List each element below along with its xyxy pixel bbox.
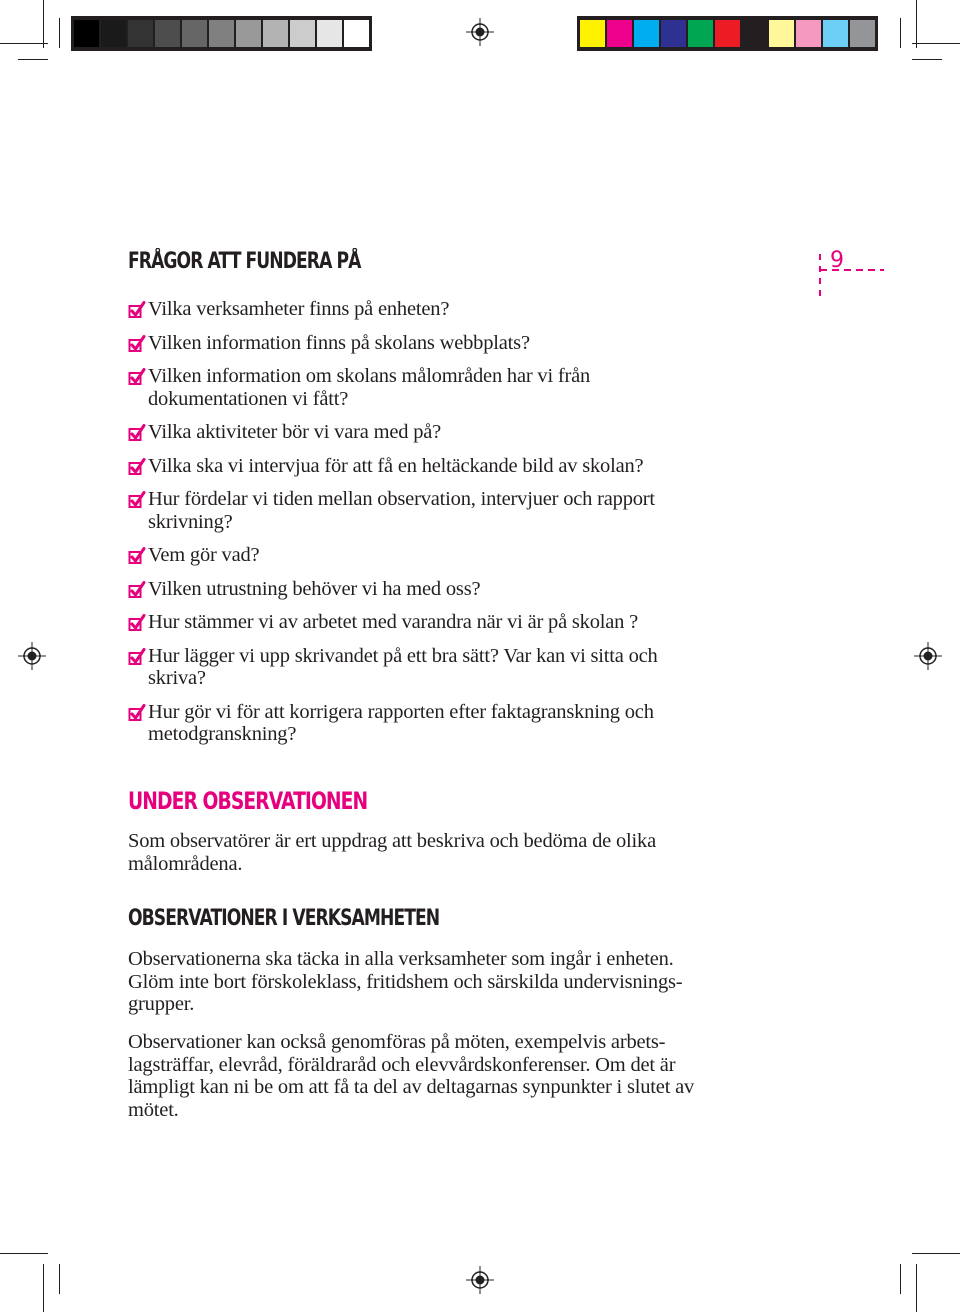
text-line: Vilka aktiviteter bör vi vara med på? — [148, 421, 442, 443]
text-line: Vilka ska vi intervjua för att få en heltäckande bild av skolan? — [148, 454, 644, 477]
question-item — [128, 421, 768, 444]
question-item — [128, 332, 768, 355]
color-swatch — [796, 20, 821, 47]
section-heading: FRÅGOR ATT FUNDERA PÅ — [128, 249, 361, 274]
text-line: målområdena. — [128, 852, 243, 875]
text-line: Vilken information om skolans målområden har vi från — [148, 365, 591, 387]
page-number-corner — [816, 250, 886, 300]
question-item — [128, 645, 768, 690]
text-line: Hur lägger vi upp skrivandet på ett bra sätt? Var kan vi sitta och — [148, 644, 658, 667]
question-text — [148, 611, 638, 633]
text-line: Vilken utrustning behöver vi ha med oss? — [148, 577, 481, 600]
checkmark-icon — [128, 458, 146, 476]
crop-mark — [900, 18, 901, 48]
text-line: Vilken information finns på skolans webbplats? — [148, 331, 530, 354]
crop-mark — [912, 1253, 960, 1254]
registration-mark-icon — [18, 642, 46, 670]
checkmark-icon — [128, 491, 146, 509]
checkmark-icon — [128, 704, 146, 722]
gray-swatch — [101, 20, 126, 47]
checkmark-icon — [128, 424, 146, 442]
gray-swatch — [155, 20, 180, 47]
gray-swatch — [236, 20, 261, 47]
crop-mark — [912, 59, 942, 60]
text-line: Vem gör vad? — [148, 544, 260, 566]
text-line: mötet. — [128, 1098, 179, 1121]
gray-swatch — [182, 20, 207, 47]
question-text — [148, 332, 530, 354]
page-number: 9 — [830, 248, 844, 273]
text-line: lagsträffar, elevråd, föräldraråd och elevvårdskonferenser. Om det är — [128, 1053, 676, 1076]
text-line: metodgranskning? — [148, 723, 297, 745]
text-line: Som observatörer är ert uppdrag att beskriva och bedöma de olika — [128, 830, 656, 852]
gray-swatch — [317, 20, 342, 47]
gray-swatch — [128, 20, 153, 47]
crop-mark — [43, 1264, 44, 1312]
question-text — [148, 544, 259, 566]
question-text — [148, 455, 643, 477]
question-item — [128, 611, 768, 634]
text-line: skriva? — [148, 667, 206, 689]
checkmark-icon — [128, 301, 146, 319]
process-color-bar — [577, 16, 878, 51]
crop-mark — [916, 0, 917, 48]
question-text — [148, 421, 441, 443]
crop-mark — [0, 43, 48, 44]
color-swatch — [688, 20, 713, 47]
gray-swatch — [209, 20, 234, 47]
paragraph — [128, 830, 768, 875]
color-swatch — [715, 20, 740, 47]
section-heading-accent: UNDER OBSERVATIONEN — [128, 787, 368, 815]
question-item — [128, 455, 768, 478]
crop-mark — [59, 18, 60, 48]
crop-mark — [916, 1264, 917, 1312]
crop-mark — [0, 1253, 48, 1254]
crop-mark — [18, 59, 48, 60]
color-swatch — [661, 20, 686, 47]
color-swatch — [850, 20, 875, 47]
question-text — [148, 298, 449, 320]
checkmark-icon — [128, 581, 146, 599]
text-line: skrivning? — [148, 510, 233, 533]
question-text — [148, 488, 655, 533]
gray-swatch — [263, 20, 288, 47]
color-swatch — [742, 20, 767, 47]
text-line: Observationerna ska täcka in alla verksamheter som ingår i enheten. — [128, 948, 674, 970]
question-text — [148, 645, 658, 690]
question-text — [148, 365, 590, 410]
gray-swatch — [344, 20, 369, 47]
registration-mark-icon — [914, 642, 942, 670]
crop-mark — [59, 1264, 60, 1294]
crop-mark — [912, 43, 960, 44]
gray-swatch — [290, 20, 315, 47]
text-line: grupper. — [128, 993, 195, 1015]
color-swatch — [634, 20, 659, 47]
question-item — [128, 488, 768, 533]
gray-swatch — [74, 20, 99, 47]
text-line: Observationer kan också genomföras på möten, exempelvis arbets- — [128, 1031, 666, 1053]
question-text — [148, 701, 654, 746]
paragraph — [128, 948, 768, 1016]
color-swatch — [607, 20, 632, 47]
question-item — [128, 365, 768, 410]
registration-mark-icon — [466, 18, 494, 46]
color-swatch — [823, 20, 848, 47]
checkmark-icon — [128, 614, 146, 632]
paragraph — [128, 1031, 768, 1121]
question-item — [128, 544, 768, 567]
checkmark-icon — [128, 335, 146, 353]
question-list — [128, 298, 768, 757]
checkmark-icon — [128, 547, 146, 565]
text-line: Hur gör vi för att korrigera rapporten efter faktagranskning och — [148, 700, 654, 723]
text-line: dokumentationen vi fått? — [148, 387, 349, 410]
text-line: Hur fördelar vi tiden mellan observation, intervjuer och rapport — [148, 488, 655, 510]
crop-mark — [900, 1264, 901, 1294]
question-item — [128, 298, 768, 321]
question-text — [148, 578, 480, 600]
section-heading: OBSERVATIONER I VERKSAMHETEN — [128, 906, 440, 931]
question-item — [128, 701, 768, 746]
color-swatch — [580, 20, 605, 47]
checkmark-icon — [128, 368, 146, 386]
grayscale-color-bar — [71, 16, 372, 51]
text-line: Hur stämmer vi av arbetet med varandra när vi är på skolan ? — [148, 611, 639, 633]
text-line: lämpligt kan ni be om att få ta del av deltagarnas synpunkter i slutet av — [128, 1076, 695, 1098]
dashed-corner-icon — [816, 250, 886, 300]
text-line: Glöm inte bort förskoleklass, fritidshem och särskilda undervisnings- — [128, 970, 683, 993]
crop-mark — [43, 0, 44, 48]
color-swatch — [769, 20, 794, 47]
question-item — [128, 578, 768, 601]
text-line: Vilka verksamheter finns på enheten? — [148, 298, 450, 320]
checkmark-icon — [128, 648, 146, 666]
registration-mark-icon — [466, 1266, 494, 1294]
